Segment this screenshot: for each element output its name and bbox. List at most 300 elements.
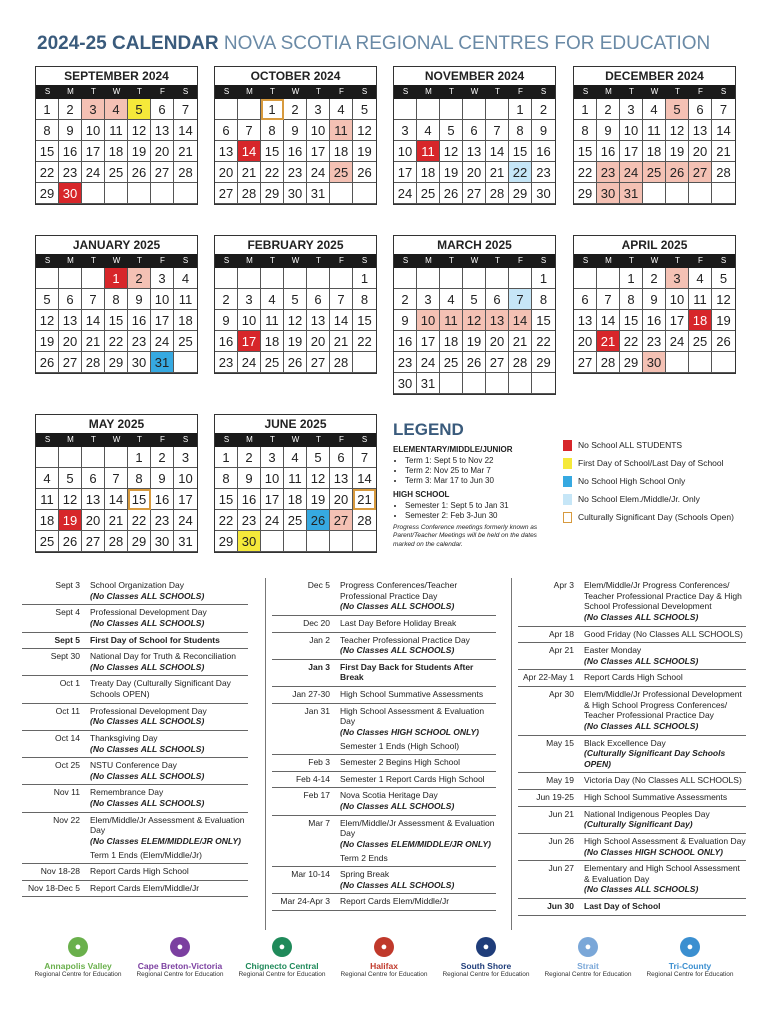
day-cell: 30 bbox=[128, 352, 151, 373]
month-september-2024 bbox=[35, 66, 198, 205]
event-text bbox=[584, 580, 746, 623]
day-cell: 12 bbox=[284, 310, 307, 331]
weekday-label: T bbox=[137, 87, 142, 96]
day-cell: 26 bbox=[59, 531, 82, 552]
day-cell: 14 bbox=[330, 310, 353, 331]
legend-key bbox=[563, 476, 685, 487]
event-date: Dec 20 bbox=[303, 617, 330, 628]
day-cell: 16 bbox=[128, 310, 151, 331]
event-date: Sept 30 bbox=[50, 651, 80, 662]
day-cell: 25 bbox=[643, 162, 666, 183]
day-cell: 17 bbox=[82, 141, 105, 162]
event-date: Apr 18 bbox=[548, 628, 574, 639]
day-cell: 12 bbox=[712, 289, 735, 310]
month-december-2024 bbox=[573, 66, 736, 205]
day-cell: 9 bbox=[394, 310, 417, 331]
day-cell: 5 bbox=[59, 468, 82, 489]
event-date: Feb 17 bbox=[303, 790, 330, 801]
event-row bbox=[22, 731, 248, 758]
empty-cell bbox=[353, 531, 376, 552]
legend-key-label: No School ALL STUDENTS bbox=[578, 440, 683, 450]
day-cell: 9 bbox=[151, 468, 174, 489]
day-cell: 28 bbox=[712, 162, 735, 183]
empty-cell bbox=[440, 268, 463, 289]
empty-cell bbox=[394, 99, 417, 120]
month-february-2025 bbox=[214, 235, 377, 374]
event-date: Jun 19-25 bbox=[536, 792, 574, 802]
event-note: (No Classes ALL SCHOOLS) bbox=[340, 879, 455, 890]
event-note: (No Classes ALL SCHOOLS) bbox=[584, 720, 699, 731]
legend-key-label: No School High School Only bbox=[578, 476, 686, 486]
day-cell: 23 bbox=[284, 162, 307, 183]
event-title: Thanksgiving Day bbox=[90, 732, 158, 743]
day-cell: 18 bbox=[174, 310, 197, 331]
day-cell: 27 bbox=[689, 162, 712, 183]
day-cell: 8 bbox=[261, 120, 284, 141]
day-cell: 16 bbox=[394, 331, 417, 352]
day-cell: 1 bbox=[215, 447, 238, 468]
day-cell: 4 bbox=[36, 468, 59, 489]
month-may-2025 bbox=[35, 414, 198, 553]
empty-cell bbox=[666, 183, 689, 204]
day-cell: 26 bbox=[128, 162, 151, 183]
event-note: (No Classes HIGH SCHOOL ONLY) bbox=[340, 726, 480, 737]
weekday-label: W bbox=[112, 435, 121, 444]
day-cell: 18 bbox=[284, 489, 307, 510]
day-cell: 4 bbox=[105, 99, 128, 120]
day-cell: 23 bbox=[128, 331, 151, 352]
day-cell: 19 bbox=[440, 162, 463, 183]
event-text bbox=[340, 774, 496, 785]
day-cell: 5 bbox=[440, 120, 463, 141]
empty-cell bbox=[82, 447, 105, 468]
day-cell: 13 bbox=[574, 310, 597, 331]
event-date: Sept 4 bbox=[55, 607, 80, 618]
event-date: Nov 11 bbox=[53, 787, 80, 798]
day-cell: 9 bbox=[284, 120, 307, 141]
day-cell: 27 bbox=[151, 162, 174, 183]
event-note: (No Classes ALL SCHOOLS) bbox=[90, 743, 205, 754]
day-cell: 7 bbox=[174, 99, 197, 120]
day-cell: 23 bbox=[532, 162, 555, 183]
weekday-label: F bbox=[160, 435, 165, 444]
day-cell: 22 bbox=[620, 331, 643, 352]
event-title: Semester 1 Report Cards High School bbox=[340, 773, 485, 784]
day-cell: 7 bbox=[330, 289, 353, 310]
event-title: Teacher Professional Practice Day bbox=[340, 634, 470, 645]
weekday-label: T bbox=[270, 435, 275, 444]
day-cell: 16 bbox=[151, 489, 174, 510]
event-date: Oct 25 bbox=[54, 760, 80, 771]
day-cell: 31 bbox=[307, 183, 330, 204]
empty-cell bbox=[151, 183, 174, 204]
day-cell: 25 bbox=[689, 331, 712, 352]
event-note: (No Classes ALL SCHOOLS) bbox=[584, 884, 699, 895]
day-cell: 18 bbox=[643, 141, 666, 162]
event-row bbox=[22, 704, 248, 731]
day-cell: 25 bbox=[284, 510, 307, 531]
day-cell: 13 bbox=[307, 310, 330, 331]
day-cell: 25 bbox=[261, 352, 284, 373]
day-cell: 24 bbox=[174, 510, 197, 531]
event-title: Spring Break bbox=[340, 869, 390, 880]
event-title: National Indigenous Peoples Day bbox=[584, 808, 710, 819]
event-title: Remembrance Day bbox=[90, 787, 164, 798]
day-cell: 16 bbox=[597, 141, 620, 162]
day-cell: 26 bbox=[353, 162, 376, 183]
day-cell: 8 bbox=[105, 289, 128, 310]
month-april-2025 bbox=[573, 235, 736, 374]
event-title: Report Cards High School bbox=[90, 866, 189, 877]
empty-cell bbox=[238, 99, 261, 120]
day-cell: 12 bbox=[440, 141, 463, 162]
day-cell: 29 bbox=[574, 183, 597, 204]
event-row bbox=[272, 816, 496, 868]
day-cell: 21 bbox=[330, 331, 353, 352]
weekday-label: M bbox=[67, 435, 74, 444]
weekday-label: M bbox=[605, 87, 612, 96]
event-row bbox=[22, 758, 248, 785]
empty-cell bbox=[82, 268, 105, 289]
day-cell: 29 bbox=[509, 183, 532, 204]
empty-cell bbox=[509, 268, 532, 289]
day-cell: 7 bbox=[238, 120, 261, 141]
day-cell: 21 bbox=[486, 162, 509, 183]
day-cell: 17 bbox=[174, 489, 197, 510]
event-date: Sept 3 bbox=[55, 580, 80, 590]
empty-cell bbox=[666, 352, 689, 373]
weekday-label: W bbox=[291, 435, 300, 444]
day-cell: 25 bbox=[330, 162, 353, 183]
event-row bbox=[518, 834, 746, 861]
event-text bbox=[584, 645, 746, 666]
event-date: Nov 22 bbox=[53, 814, 80, 825]
event-text bbox=[340, 706, 496, 752]
event-row bbox=[272, 894, 496, 911]
column-divider bbox=[511, 578, 512, 930]
event-title: School Organization Day bbox=[90, 580, 185, 590]
day-cell: 28 bbox=[105, 531, 128, 552]
day-cell: 3 bbox=[620, 99, 643, 120]
day-cell: 15 bbox=[509, 141, 532, 162]
legend-swatch bbox=[563, 440, 572, 451]
event-title: Victoria Day (No Classes ALL SCHOOLS) bbox=[584, 775, 742, 786]
logo-subtitle: Regional Centre for Education bbox=[646, 971, 734, 978]
event-note: (No Classes ALL SCHOOLS) bbox=[90, 770, 205, 781]
logo-icon: ● bbox=[272, 937, 292, 957]
day-cell: 24 bbox=[261, 510, 284, 531]
event-text bbox=[90, 733, 248, 754]
event-date: Apr 30 bbox=[548, 689, 574, 699]
day-cell: 16 bbox=[284, 141, 307, 162]
day-cell: 10 bbox=[666, 289, 689, 310]
day-cell: 3 bbox=[666, 268, 689, 289]
weekday-label: T bbox=[316, 87, 321, 96]
event-row bbox=[272, 704, 496, 756]
empty-cell bbox=[174, 183, 197, 204]
event-text bbox=[584, 901, 746, 912]
day-cell: 25 bbox=[105, 162, 128, 183]
event-row bbox=[22, 813, 248, 865]
day-cell: 5 bbox=[307, 447, 330, 468]
legend-item: • Semester 2: Feb 3-Jun 30 bbox=[405, 511, 763, 520]
day-cell: 14 bbox=[712, 120, 735, 141]
day-cell: 30 bbox=[284, 183, 307, 204]
day-cell: 17 bbox=[261, 489, 284, 510]
weekday-label: W bbox=[470, 87, 479, 96]
day-cell: 4 bbox=[261, 289, 284, 310]
weekday-label: S bbox=[44, 87, 51, 96]
day-cell: 1 bbox=[36, 99, 59, 120]
empty-cell bbox=[330, 268, 353, 289]
day-cell: 15 bbox=[620, 310, 643, 331]
day-cell: 8 bbox=[215, 468, 238, 489]
day-cell: 31 bbox=[417, 373, 440, 394]
event-note: (No Classes ALL SCHOOLS) bbox=[90, 716, 205, 727]
logo-strait bbox=[538, 937, 638, 978]
event-row bbox=[22, 864, 248, 881]
event-title: National Day for Truth & Reconciliation bbox=[90, 651, 236, 662]
logo-chignecto-central bbox=[232, 937, 332, 978]
day-cell: 6 bbox=[215, 120, 238, 141]
day-cell: 27 bbox=[463, 183, 486, 204]
day-cell: 26 bbox=[666, 162, 689, 183]
event-title: Progress Conferences/Teacher Professional Practice Day bbox=[340, 580, 458, 601]
event-row bbox=[22, 881, 248, 898]
legend-item: • Term 1: Sept 5 to Nov 22 bbox=[405, 456, 763, 465]
day-cell: 26 bbox=[36, 352, 59, 373]
event-row bbox=[22, 785, 248, 812]
weekday-label: T bbox=[495, 256, 500, 265]
weekday-label: T bbox=[675, 87, 680, 96]
day-cell: 8 bbox=[532, 289, 555, 310]
day-cell: 28 bbox=[330, 352, 353, 373]
weekday-header bbox=[574, 254, 735, 268]
event-row bbox=[272, 788, 496, 815]
event-text bbox=[584, 629, 746, 640]
event-date: Apr 21 bbox=[548, 645, 574, 656]
month-june-2025 bbox=[214, 414, 377, 553]
event-text bbox=[90, 651, 248, 672]
day-cell: 4 bbox=[174, 268, 197, 289]
day-cell: 11 bbox=[261, 310, 284, 331]
day-cell: 7 bbox=[597, 289, 620, 310]
day-cell: 29 bbox=[215, 531, 238, 552]
empty-cell bbox=[238, 268, 261, 289]
column-divider bbox=[265, 578, 266, 930]
event-date: Mar 10-14 bbox=[291, 869, 330, 880]
logo-name: Chignecto Central bbox=[245, 961, 319, 971]
event-note: (Culturally Significant Day Schools OPEN) bbox=[584, 748, 726, 769]
day-cell: 9 bbox=[643, 289, 666, 310]
event-date: May 15 bbox=[546, 737, 574, 748]
weekday-label: T bbox=[629, 87, 634, 96]
day-cell: 13 bbox=[59, 310, 82, 331]
empty-cell bbox=[417, 99, 440, 120]
legend-key-label: Culturally Significant Day (Schools Open) bbox=[578, 512, 734, 522]
event-text bbox=[340, 662, 496, 683]
empty-cell bbox=[486, 268, 509, 289]
empty-cell bbox=[307, 531, 330, 552]
legend-key-label: No School Elem./Middle/Jr. Only bbox=[578, 494, 700, 504]
day-cell: 9 bbox=[59, 120, 82, 141]
day-cell: 13 bbox=[486, 310, 509, 331]
event-text bbox=[90, 866, 248, 877]
event-text bbox=[584, 836, 746, 857]
day-cell: 8 bbox=[574, 120, 597, 141]
day-cell: 26 bbox=[440, 183, 463, 204]
legend-elem-title: ELEMENTARY/MIDDLE/JUNIOR bbox=[393, 445, 513, 454]
event-row bbox=[518, 790, 746, 807]
legend-key bbox=[563, 494, 700, 505]
day-cell: 10 bbox=[307, 120, 330, 141]
event-row bbox=[272, 867, 496, 894]
day-cell: 23 bbox=[151, 510, 174, 531]
weekday-label: W bbox=[470, 256, 479, 265]
empty-cell bbox=[689, 183, 712, 204]
events-column-3 bbox=[518, 578, 746, 916]
day-cell: 27 bbox=[215, 183, 238, 204]
day-cell: 21 bbox=[712, 141, 735, 162]
event-title: Elem/Middle/Jr Assessment & Evaluation Day bbox=[90, 814, 245, 836]
day-cell: 2 bbox=[59, 99, 82, 120]
month-march-2025 bbox=[393, 235, 556, 395]
day-cell: 2 bbox=[215, 289, 238, 310]
weekday-label: S bbox=[720, 256, 727, 265]
event-title: Nova Scotia Heritage Day bbox=[340, 790, 438, 801]
day-cell: 6 bbox=[59, 289, 82, 310]
event-text bbox=[340, 757, 496, 768]
weekday-header bbox=[36, 85, 197, 99]
event-title: Semester 2 Begins High School bbox=[340, 757, 461, 768]
legend-swatch bbox=[563, 494, 572, 505]
day-cell: 27 bbox=[307, 352, 330, 373]
day-cell: 10 bbox=[151, 289, 174, 310]
day-cell: 9 bbox=[215, 310, 238, 331]
day-cell: 4 bbox=[440, 289, 463, 310]
event-text bbox=[584, 809, 746, 830]
day-cell: 22 bbox=[128, 510, 151, 531]
logo-name: Tri-County bbox=[668, 961, 712, 971]
day-cell: 24 bbox=[394, 183, 417, 204]
day-cell: 24 bbox=[151, 331, 174, 352]
empty-cell bbox=[215, 99, 238, 120]
event-date: Apr 3 bbox=[553, 580, 574, 590]
day-cell: 23 bbox=[643, 331, 666, 352]
weekday-label: F bbox=[339, 87, 344, 96]
event-text bbox=[90, 607, 248, 628]
day-cell: 15 bbox=[36, 141, 59, 162]
weekday-label: T bbox=[449, 256, 454, 265]
logo-name: Strait bbox=[577, 961, 599, 971]
event-text bbox=[584, 689, 746, 732]
weekday-label: T bbox=[137, 435, 142, 444]
weekday-label: S bbox=[223, 87, 230, 96]
day-cell: 21 bbox=[174, 141, 197, 162]
day-cell: 5 bbox=[36, 289, 59, 310]
day-cell: 2 bbox=[151, 447, 174, 468]
weekday-header bbox=[394, 254, 555, 268]
event-text bbox=[340, 896, 496, 907]
logo-name: Halifax bbox=[370, 961, 398, 971]
event-sub: Term 1 Ends (Elem/Middle/Jr) bbox=[90, 849, 202, 860]
day-cell: 19 bbox=[284, 331, 307, 352]
day-cell: 9 bbox=[532, 120, 555, 141]
event-title: Professional Development Day bbox=[90, 607, 207, 618]
empty-cell bbox=[284, 531, 307, 552]
event-note: (No Classes HIGH SCHOOL ONLY) bbox=[584, 846, 724, 857]
weekday-label: T bbox=[316, 256, 321, 265]
day-cell: 14 bbox=[353, 468, 376, 489]
weekday-label: M bbox=[67, 87, 74, 96]
day-cell: 23 bbox=[59, 162, 82, 183]
day-cell: 18 bbox=[440, 331, 463, 352]
event-row bbox=[518, 687, 746, 736]
day-cell: 15 bbox=[574, 141, 597, 162]
day-cell: 27 bbox=[59, 352, 82, 373]
day-cell: 18 bbox=[689, 310, 712, 331]
day-cell: 4 bbox=[643, 99, 666, 120]
empty-cell bbox=[353, 352, 376, 373]
weekday-label: F bbox=[518, 87, 523, 96]
weekday-header bbox=[394, 85, 555, 99]
day-cell: 16 bbox=[59, 141, 82, 162]
weekday-label: F bbox=[160, 256, 165, 265]
day-cell: 3 bbox=[307, 99, 330, 120]
event-date: Apr 22-May 1 bbox=[522, 672, 574, 683]
weekday-label: S bbox=[44, 256, 51, 265]
event-title: High School Summative Assessments bbox=[340, 689, 484, 699]
weekday-label: T bbox=[270, 87, 275, 96]
day-cell: 6 bbox=[82, 468, 105, 489]
day-cell: 15 bbox=[261, 141, 284, 162]
day-cell: 26 bbox=[712, 331, 735, 352]
weekday-label: T bbox=[137, 256, 142, 265]
month-header: MARCH 2025 bbox=[437, 238, 512, 252]
day-cell: 24 bbox=[666, 331, 689, 352]
day-cell: 26 bbox=[284, 352, 307, 373]
logo-subtitle: Regional Centre for Education bbox=[136, 971, 224, 978]
day-cell: 9 bbox=[128, 289, 151, 310]
empty-cell bbox=[261, 531, 284, 552]
event-text bbox=[340, 580, 496, 612]
event-row bbox=[22, 605, 248, 632]
day-cell: 14 bbox=[174, 120, 197, 141]
event-title: Report Cards High School bbox=[584, 672, 683, 683]
legend-key bbox=[563, 512, 734, 523]
day-cell: 13 bbox=[82, 489, 105, 510]
empty-cell bbox=[105, 183, 128, 204]
day-cell: 10 bbox=[82, 120, 105, 141]
day-cell: 28 bbox=[174, 162, 197, 183]
day-cell: 13 bbox=[330, 468, 353, 489]
event-date: Jun 21 bbox=[548, 808, 574, 819]
day-cell: 8 bbox=[353, 289, 376, 310]
day-cell: 8 bbox=[128, 468, 151, 489]
day-cell: 22 bbox=[353, 331, 376, 352]
empty-cell bbox=[509, 373, 532, 394]
month-header: SEPTEMBER 2024 bbox=[64, 69, 169, 83]
event-date: Jan 31 bbox=[304, 705, 330, 716]
weekday-label: W bbox=[291, 256, 300, 265]
logo-icon: ● bbox=[476, 937, 496, 957]
legend-title: LEGEND bbox=[393, 420, 464, 439]
legend-note: Progress Conference meetings formerly known as Parent/Teacher Meetings will be held on the dates marked on the calendar. bbox=[393, 524, 538, 548]
day-cell: 6 bbox=[151, 99, 174, 120]
day-cell: 14 bbox=[597, 310, 620, 331]
day-cell: 11 bbox=[174, 289, 197, 310]
empty-cell bbox=[307, 268, 330, 289]
